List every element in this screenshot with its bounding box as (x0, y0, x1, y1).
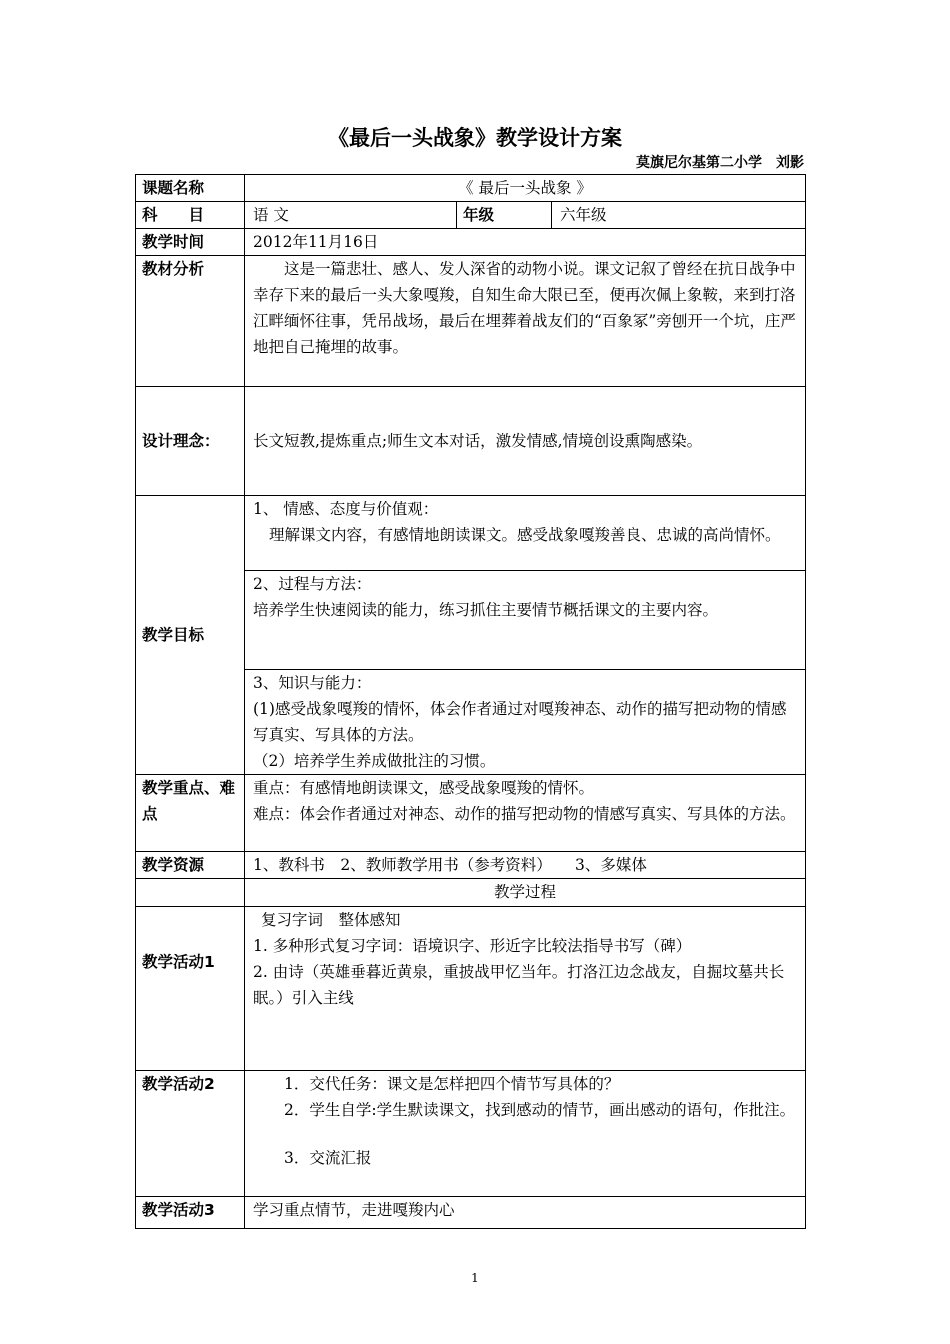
goal1-cell (245, 496, 806, 571)
activity1-line2: 2. 由诗（英雄垂暮近黄泉，重披战甲忆当年。打洛江边念战友，自掘坟墓共长眠。）引入主线 (253, 963, 785, 1007)
document-title: 《最后一头战象》教学设计方案 (328, 126, 622, 150)
key-line2: 难点：体会作者通过对神态、动作的描写把动物的情感写真实、写具体的方法。 (253, 805, 796, 823)
grade-label: 年级 (457, 202, 552, 229)
goal1-text: 理解课文内容，有感情地朗读课文。感受战象嘎羧善良、忠诚的高尚情怀。 (269, 526, 781, 544)
grade-value: 六年级 (552, 202, 806, 229)
subject-value: 语 文 (245, 202, 457, 229)
row-analysis (136, 256, 806, 387)
row-subject (136, 202, 806, 229)
activity2-line1: 1．交代任务：课文是怎样把四个情节写具体的？ (284, 1075, 620, 1093)
topic-value: 《 最后一头战象 》 (245, 175, 806, 202)
row-concept (136, 387, 806, 496)
process-blank (136, 879, 245, 907)
time-label: 教学时间 (136, 229, 245, 256)
activity1-label: 教学活动1 (136, 907, 245, 1071)
activity1-line1: 1. 多种形式复习字词：语境识字、形近字比较法指导书写（碑） (253, 937, 692, 955)
activity3-value: 学习重点情节，走进嘎羧内心 (245, 1197, 806, 1229)
goal2-title: 2、过程与方法： (253, 575, 372, 593)
goals-label: 教学目标 (136, 496, 245, 775)
row-activity-3 (136, 1197, 806, 1229)
process-header: 教学过程 (245, 879, 806, 907)
row-time (136, 229, 806, 256)
row-key-points (136, 775, 806, 852)
activity3-label: 教学活动3 (136, 1197, 245, 1229)
key-line1: 重点：有感情地朗读课文，感受战象嘎羧的情怀。 (253, 779, 595, 797)
concept-text: 长文短教,提炼重点;师生文本对话，激发情感,情境创设熏陶感染。 (253, 432, 703, 450)
goal2-cell (245, 571, 806, 670)
row-goal-1 (136, 496, 806, 571)
concept-label: 设计理念： (136, 387, 245, 496)
activity2-label: 教学活动2 (136, 1071, 245, 1197)
author-line: 莫旗尼尔基第二小学 刘影 (636, 155, 804, 171)
concept-cell (245, 387, 806, 496)
row-resources (136, 852, 806, 879)
topic-label: 课题名称 (136, 175, 245, 202)
goal2-text: 培养学生快速阅读的能力，练习抓住主要情节概括课文的主要内容。 (253, 601, 719, 619)
goal3-title: 3、知识与能力： (253, 674, 372, 692)
activity2-line2: 2．学生自学:学生默读课文，找到感动的情节，画出感动的语句，作批注。 (284, 1101, 796, 1119)
goal3-line2: （2）培养学生养成做批注的习惯。 (253, 752, 496, 770)
key-label: 教学重点、难点 (136, 775, 245, 852)
analysis-label: 教材分析 (136, 256, 245, 387)
resources-label: 教学资源 (136, 852, 245, 879)
page-number: 1 (471, 1271, 479, 1285)
activity1-title: 复习字词 整体感知 (261, 911, 401, 929)
analysis-text: 这是一篇悲壮、感人、发人深省的动物小说。课文记叙了曾经在抗日战争中幸存下来的最后一头大象嘎羧，自知生命大限已至，便再次佩上象鞍，来到打洛江畔缅怀往事，凭吊战场，最后在埋葬着战友们的“百象冢”旁刨开一个坑，庄严地把自己掩埋的故事。 (253, 260, 796, 356)
key-cell (245, 775, 806, 852)
time-value: 2012年11月16日 (245, 229, 806, 256)
resources-value: 1、教科书 2、教师教学用书（参考资料） 3、多媒体 (245, 852, 806, 879)
activity2-line3: 3．交流汇报 (284, 1149, 372, 1167)
row-activity-2 (136, 1071, 806, 1197)
goal3-cell (245, 670, 806, 775)
subject-label: 科 目 (136, 202, 245, 229)
activity2-cell (245, 1071, 806, 1197)
activity1-cell (245, 907, 806, 1071)
row-activity-1 (136, 907, 806, 1071)
goal3-line1: (1)感受战象嘎羧的情怀，体会作者通过对嘎羧神态、动作的描写把动物的情感写真实、写具体的方法。 (253, 700, 787, 744)
goal1-title: 1、 情感、态度与价值观： (253, 500, 439, 518)
analysis-cell (245, 256, 806, 387)
row-topic (136, 175, 806, 202)
row-process-header (136, 879, 806, 907)
lesson-plan-table (135, 174, 806, 1229)
